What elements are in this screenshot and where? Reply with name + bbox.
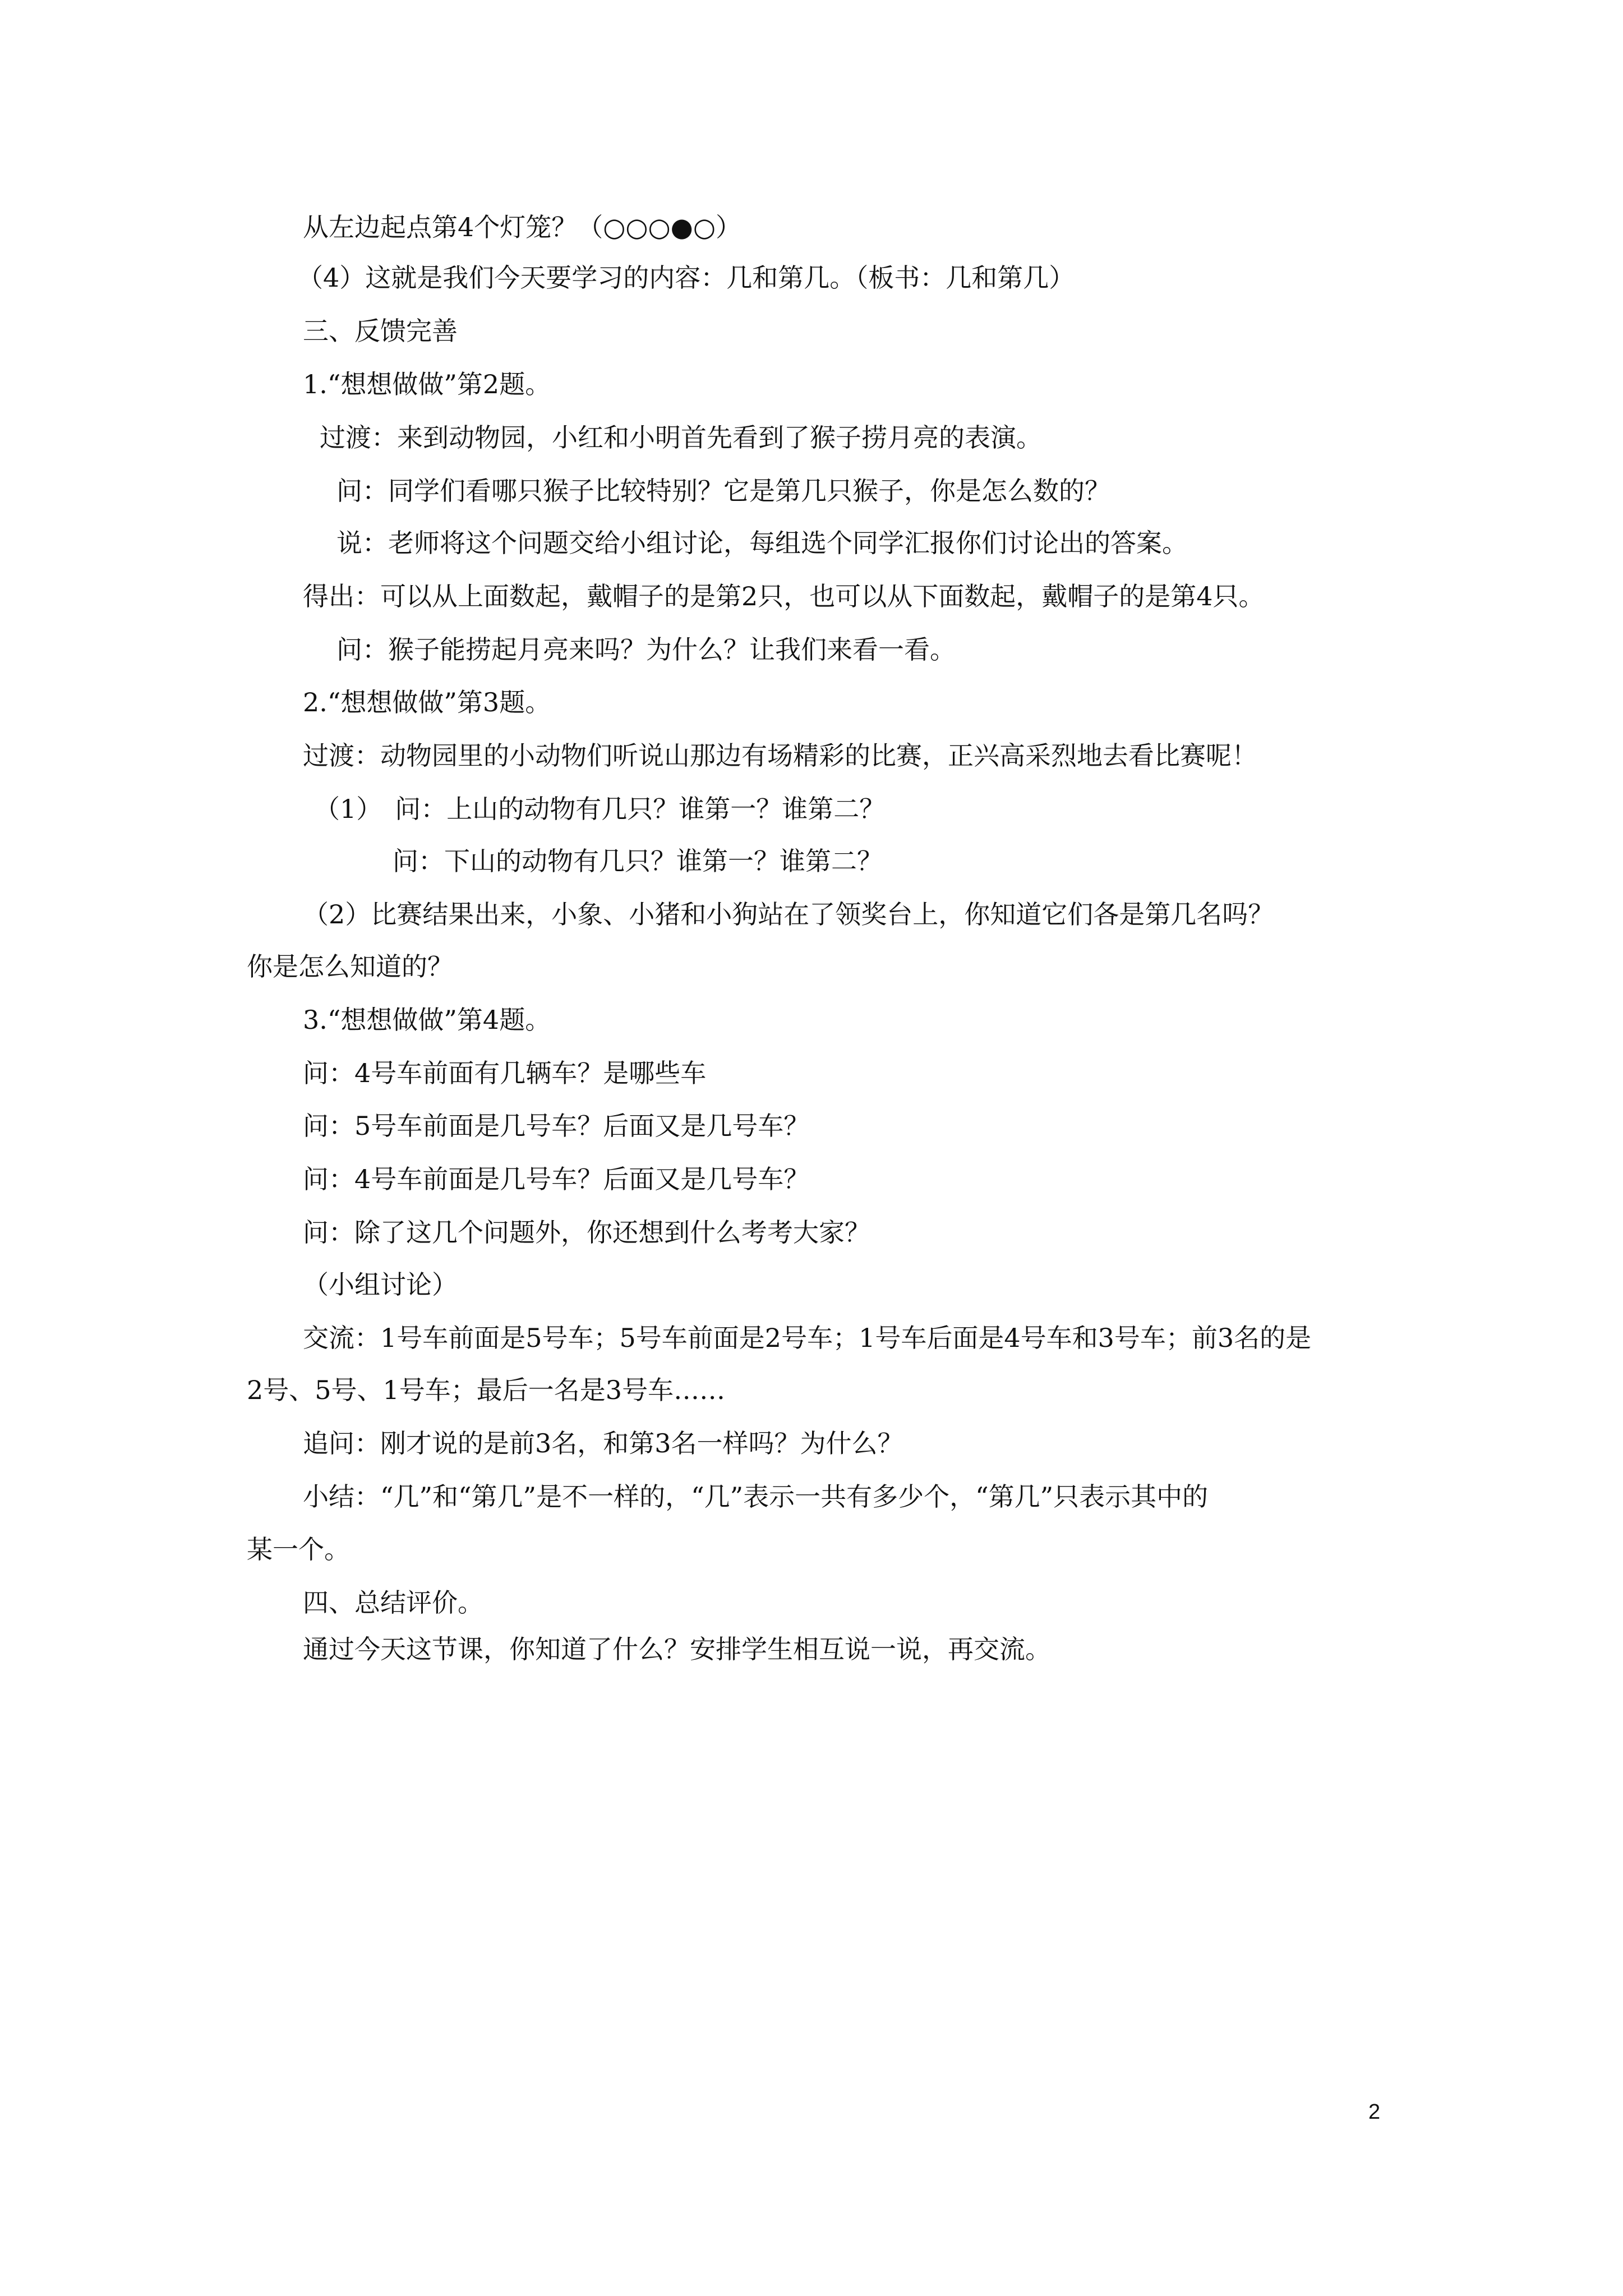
text-line: 问：4号车前面有几辆车？是哪些车 [303, 1058, 707, 1088]
text-line: 通过今天这节课，你知道了什么？安排学生相互说一说，再交流。 [303, 1634, 1051, 1664]
text-line: （1） 问：上山的动物有几只？谁第一？谁第二？ [314, 794, 886, 824]
page-number: 2 [1368, 2100, 1381, 2124]
text-line: （2）比赛结果出来，小象、小猪和小狗站在了领奖台上，你知道它们各是第几名吗？ [303, 899, 1274, 930]
text-line: 问：4号车前面是几号车？后面又是几号车？ [303, 1164, 810, 1194]
text-line: 问：下山的动物有几只？谁第一？谁第二？ [393, 846, 883, 876]
text-line: （4）这就是我们今天要学习的内容：几和第几。（板书：几和第几） [297, 263, 1075, 293]
text-line: 问：5号车前面是几号车？后面又是几号车？ [303, 1111, 810, 1141]
exercise-heading: 3.“想想做做”第4题。 [303, 1005, 551, 1035]
text-line: 问：同学们看哪只猴子比较特别？它是第几只猴子，你是怎么数的？ [336, 476, 1110, 506]
text-line: 2号、5号、1号车；最后一名是3号车…… [247, 1375, 726, 1405]
text-line: 追问：刚才说的是前3名，和第3名一样吗？为什么？ [303, 1428, 903, 1458]
text-line: 你是怎么知道的？ [247, 951, 453, 982]
text-line: （小组讨论） [303, 1269, 458, 1300]
text-line: 过渡：动物园里的小动物们听说山那边有场精彩的比赛，正兴高采烈地去看比赛呢！ [303, 740, 1257, 771]
text-line: 从左边起点第4个灯笼？（○○○●○） [303, 212, 741, 242]
text-line: 小结：“几”和“第几”是不一样的，“几”表示一共有多少个，“第几”只表示其中的 [303, 1481, 1209, 1512]
text-line: 交流：1号车前面是5号车；5号车前面是2号车；1号车后面是4号车和3号车；前3名的是 [303, 1323, 1312, 1353]
exercise-heading: 2.“想想做做”第3题。 [303, 687, 551, 717]
exercise-heading: 1.“想想做做”第2题。 [303, 369, 551, 399]
section-heading: 三、反馈完善 [303, 316, 458, 346]
text-line: 过渡：来到动物园，小红和小明首先看到了猴子捞月亮的表演。 [320, 422, 1042, 453]
text-line: 问：除了这几个问题外，你还想到什么考考大家？ [303, 1217, 870, 1248]
section-heading: 四、总结评价。 [303, 1588, 483, 1618]
text-line: 说：老师将这个问题交给小组讨论，每组选个同学汇报你们讨论出的答案。 [336, 528, 1188, 558]
text-line: 得出：可以从上面数起，戴帽子的是第2只，也可以从下面数起，戴帽子的是第4只。 [303, 581, 1265, 611]
text-line: 某一个。 [247, 1534, 350, 1565]
text-line: 问：猴子能捞起月亮来吗？为什么？让我们来看一看。 [336, 634, 956, 665]
